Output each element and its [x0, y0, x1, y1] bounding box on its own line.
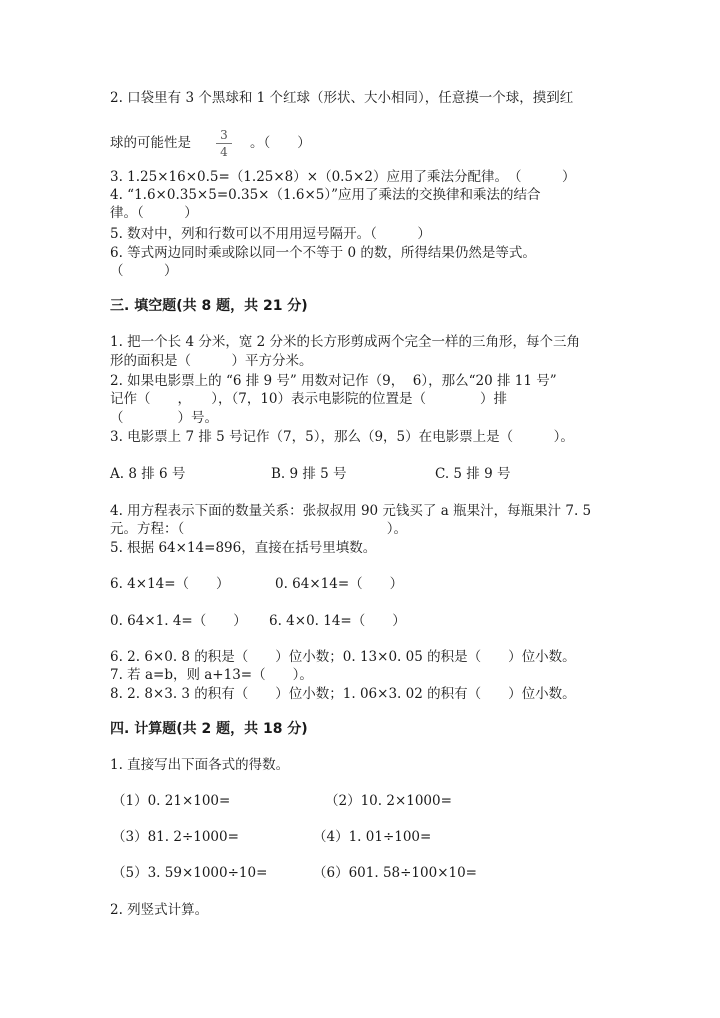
- calc-q2: 2. 列竖式计算。: [110, 902, 209, 918]
- judge-q6-line1: 6. 等式两边同时乘或除以同一个不等于 0 的数，所得结果仍然是等式。: [110, 245, 536, 261]
- fill-q3-option-c: C. 5 排 9 号: [435, 466, 511, 482]
- section4-title: 四. 计算题(共 2 题，共 18 分): [110, 721, 308, 737]
- fill-q7: 7. 若 a=b，则 a+13=（ ）。: [110, 667, 313, 683]
- fill-q2-line1: 2. 如果电影票上的 “6 排 9 号” 用数对记作（9， 6），那么“20 排 11 号”: [110, 373, 557, 389]
- calc-item-3: （3）81. 2÷1000=: [112, 829, 239, 845]
- fill-q4-line1: 4. 用方程表示下面的数量关系：张叔叔用 90 元钱买了 a 瓶果汁，每瓶果汁 7. 5: [110, 503, 592, 519]
- fill-q8: 8. 2. 8×3. 3 的积有（ ）位小数；1. 06×3. 02 的积有（ ）位小数。: [110, 686, 576, 702]
- fraction-numerator: 3: [220, 128, 228, 142]
- judge-q2-line2-suffix: 。（ ）: [250, 135, 311, 151]
- judge-q6-line2: （ ）: [110, 263, 178, 279]
- fill-q5: 5. 根据 64×14=896，直接在括号里填数。: [110, 540, 377, 556]
- judge-q4-line2: 律。（ ）: [110, 205, 198, 221]
- calc-item-4: （4）1. 01÷100=: [313, 829, 432, 845]
- calc-item-1: （1）0. 21×100=: [112, 793, 231, 809]
- judge-q3: 3. 1.25×16×0.5=（1.25×8）×（0.5×2）应用了乘法分配律。 （ ）: [110, 169, 576, 185]
- fill-q4-line2: 元。方程：（ ）。: [110, 521, 407, 537]
- fill-q1-line1: 1. 把一个长 4 分米，宽 2 分米的长方形剪成两个完全一样的三角形，每个三角: [110, 334, 581, 350]
- fill-q3-option-a: A. 8 排 6 号: [110, 466, 186, 482]
- judge-q5: 5. 数对中，列和行数可以不用用逗号隔开。（ ）: [110, 226, 431, 242]
- fill-q6: 6. 2. 6×0. 8 的积是（ ）位小数；0. 13×0. 05 的积是（ ）位小数。: [110, 649, 576, 665]
- fill-q2-line3: （ ）号。: [110, 410, 218, 426]
- judge-q2-line1: 2. 口袋里有 3 个黑球和 1 个红球（形状、大小相同），任意摸一个球，摸到红: [110, 90, 574, 106]
- calc-item-5: （5）3. 59×1000÷10=: [112, 865, 268, 881]
- fill-q5-item-1: 6. 4×14=（ ）: [110, 576, 230, 592]
- calc-item-6: （6）601. 58÷100×10=: [313, 865, 477, 881]
- fill-q3: 3. 电影票上 7 排 5 号记作（7，5），那么（9，5）在电影票上是（ ）。: [110, 429, 574, 445]
- judge-q4-line1: 4. “1.6×0.35×5=0.35×（1.6×5）”应用了乘法的交换律和乘法的结合: [110, 187, 541, 203]
- fill-q2-line2: 记作（ ， ），（7，10）表示电影院的位置是（ ）排: [110, 391, 508, 407]
- fill-q5-item-2: 0. 64×14=（ ）: [275, 576, 404, 592]
- calc-q1: 1. 直接写出下面各式的得数。: [110, 757, 290, 773]
- section3-title: 三. 填空题(共 8 题，共 21 分): [110, 298, 308, 314]
- judge-q2-line2-prefix: 球的可能性是: [110, 135, 191, 151]
- calc-item-2: （2）10. 2×1000=: [325, 793, 452, 809]
- fraction-denominator: 4: [220, 145, 228, 159]
- fill-q5-item-3: 0. 64×1. 4=（ ）: [110, 613, 247, 629]
- fill-q3-option-b: B. 9 排 5 号: [271, 466, 347, 482]
- fill-q1-line2: 形的面积是（ ）平方分米。: [110, 353, 313, 369]
- fill-q5-item-4: 6. 4×0. 14=（ ）: [269, 613, 406, 629]
- fraction-bar: [216, 143, 232, 144]
- probability-fraction: [214, 128, 234, 159]
